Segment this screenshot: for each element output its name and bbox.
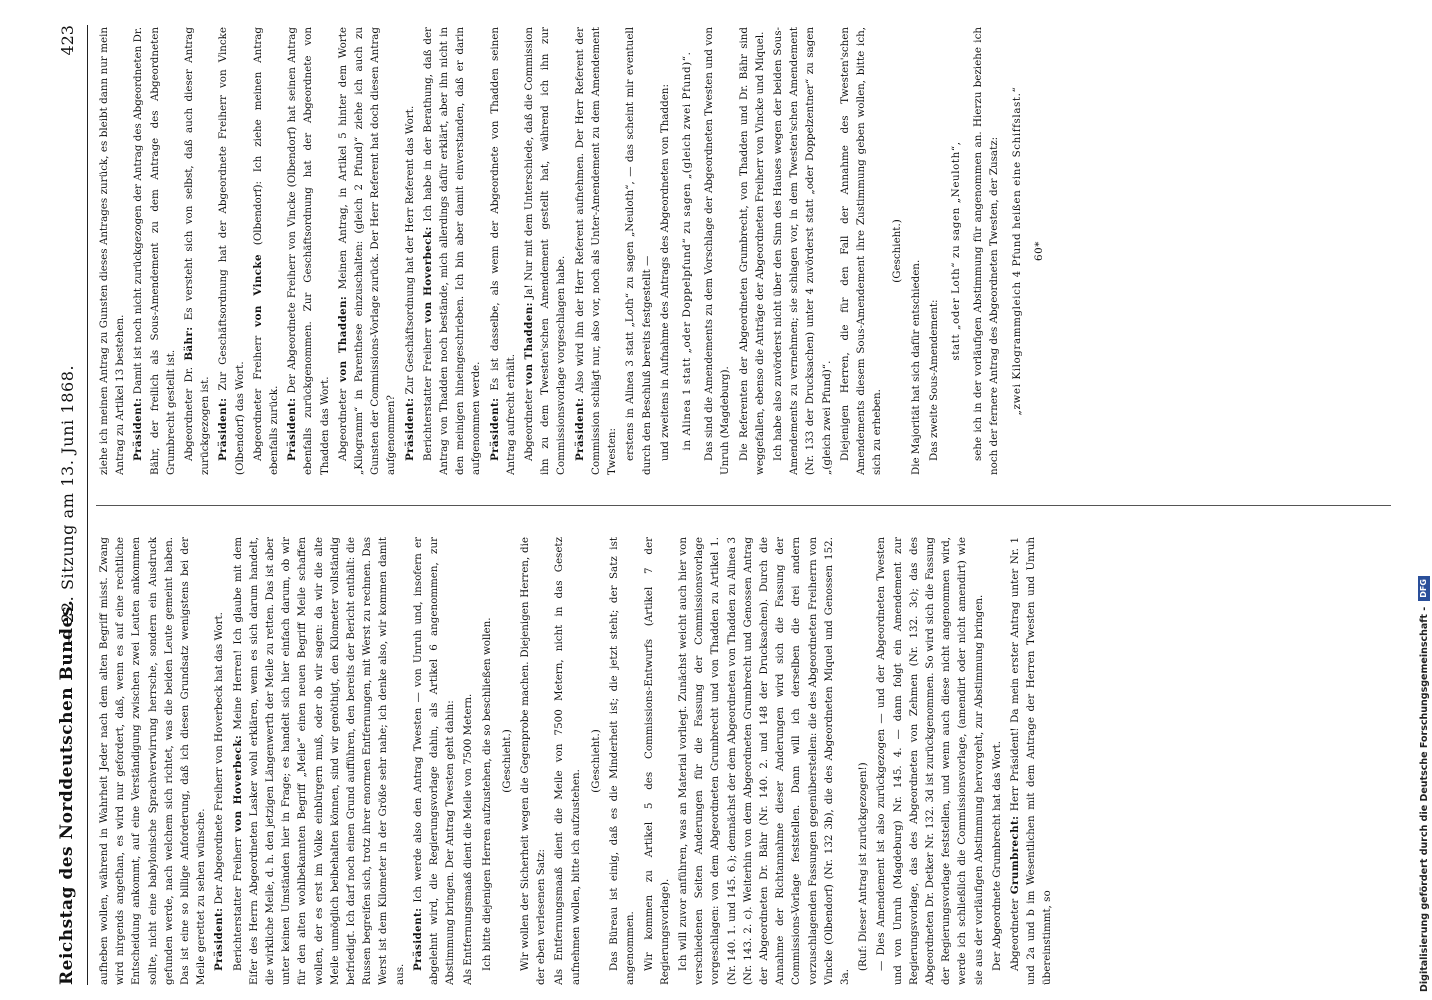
paragraph-text: Berichterstatter Freiherr — [421, 322, 434, 461]
paragraph — [521, 27, 570, 475]
speaker-name: von Vincke — [251, 254, 264, 327]
paragraph-text: erstens in Alinea 3 statt „Loth“ zu sagen „Neuloth“, — das scheint mir eventuell durch den Beschluß bereits festgestellt — — [624, 27, 653, 475]
paragraph-text: Ich bitte diejenigen Herren aufzustehen, die so beschließen wollen. — [480, 617, 493, 971]
paragraph-text: Ich will zuvor anführen, was an Material vorliegt. Zunächst weicht auch hier von verschiedenen Seiten Anderungen für die Fassung der Commissionsvorlage vorgeschlagen: von dem Abgeordneten Grumbrecht und von Thadden zu Artikel 1. (Nr. 140. 1. und 145. 6.); demnächst der dem Abgeordneten von Thadden zu Alinea 3 (Nr. 143. 2. c). Weiterhin von dem Abgeordneten Grumbrecht und Genossen Antrag der Abgeordneten Dr. Bähr (Nr. 140. 2. und 148 der Drucksachen). Durch die Annahme der Richtannahme dieser Anderungen wird sich die Fassung der Commissions-Vorlage feststellen. Dann will ich derselben die drei andern vorzuschlagenden Fassungen gegenüberstellen: die des Abgeordneten Freiherrn von Vincke (Olbendorf) (Nr. 132 3b), die des Abgeordneten Miquel und Genossen 152. 3a. — [676, 537, 851, 985]
paragraph-text: Ich werde also den Antrag Twesten — von Unruh und, insofern er abgelehnt wird, die Regierungsvorlage dahin, als Artikel 6 angenommen, zur Abstimmung bringen. Der Antrag Twesten geht dahin: — [411, 537, 457, 985]
paragraph — [420, 27, 485, 475]
dfg-logo: DFG — [1418, 576, 1430, 601]
digitization-credit — [1417, 12, 1431, 992]
paragraph — [873, 537, 986, 985]
column-divider — [96, 505, 1391, 506]
paragraph — [250, 27, 282, 475]
paragraph-text: (Ruf: Dieser Antrag ist zurückgezogen!) — [857, 762, 870, 971]
paragraph — [641, 537, 673, 985]
paragraph — [130, 27, 179, 475]
paragraph-text: statt „oder Loth“ zu sagen „Neuloth“, — [949, 141, 962, 361]
speaker-name: Präsident: — [411, 907, 424, 971]
paragraph-text: Damit ist noch nicht zurückgezogen der Antrag des Abgeordneten Dr. Bähr, der freilich als Sous-Amendement zu dem Antrage des Abgeordneten Grumbrecht gestellt ist. — [132, 27, 177, 475]
paragraph — [926, 27, 942, 475]
speaker-name: Grumbrecht: — [1008, 815, 1021, 895]
stage-direction: (Geschieht.) — [589, 729, 602, 793]
paragraph-text: Ich habe also zuvörderst nicht über den Sinn des Hauses wegen der beiden Sous-Amendements zu vernehmen; sie schlagen vor, in dem Twesten'schen Amendement (Nr. 133 der Drucksachen) unter 4 zuvörderst statt „oder Doppelzentner“ zu sagen „(gleich zwei Pfund)“. — [771, 27, 833, 475]
paragraph — [701, 27, 733, 475]
paragraph — [335, 27, 400, 475]
paragraph-text: Ja! Nur mit dem Unterschiede, daß die Commission ihn zu dem Twesten'schen Amendement gestellt hat, während ich ihn zur Commissionsvorlage vorgeschlagen habe. — [523, 27, 568, 475]
paragraph-text: Als Entfernungsmaaß dient die Meile von 7500 Metern, nicht in das Gesetz aufnehmen wollen, bitte ich aufzustehen. — [553, 537, 582, 985]
header-publication: Reichstag des Norddeutschen Bundes. — [57, 599, 77, 985]
paragraph — [181, 27, 213, 475]
paragraph-text: Wir kommen zu Artikel 5 des Commissions-Entwurfs (Artikel 7 der Regierungsvorlage). — [642, 537, 671, 985]
paragraph-text: Wir wollen der Sicherheit wegen die Gegenprobe machen. Diejenigen Herren, die der eben verlesenen Satz: — [519, 537, 548, 985]
speaker-name: Präsident: — [488, 397, 501, 461]
paragraph — [970, 27, 1002, 475]
paragraph — [215, 27, 247, 475]
digitization-sidebar — [1414, 0, 1432, 1000]
speaker-name: Präsident: — [213, 907, 226, 971]
paragraph — [572, 27, 621, 475]
paragraph-text: Das sind die Amendements zu dem Vorschlage der Abgeordneten Twesten und von Unruh (Magdeburg). — [703, 27, 732, 475]
paragraph — [551, 537, 583, 985]
paragraph-text: Die Referenten der Abgeordneten Grumbrecht, von Thadden und Dr. Bähr sind weggefallen, ebenso die Anträge der Abgeordneten Freiherr von Vincke und Miquel. — [737, 27, 766, 475]
right-column — [96, 27, 1391, 475]
paragraph-text: Also wird ihn der Herr Referent aufnehmen. Der Herr Referent der Commission schlägt nur, also vor, noch als Unter-Amendement zu dem Amendement Twesten: — [573, 27, 619, 475]
paragraph — [1009, 27, 1025, 475]
paragraph-text: und zweitens in Aufnahme des Antrags des Abgeordneten von Thadden: — [658, 84, 671, 461]
paragraph-text: Zur Geschäftsordnung hat der Herr Referent das Wort. — [403, 105, 416, 398]
paragraph — [736, 27, 768, 475]
paragraph-text: Es ist dasselbe, als wenn der Abgeordnete von Thadden seinen Antrag aufrecht erhält. — [488, 27, 517, 475]
paragraph-text: Abgeordneter — [336, 382, 349, 461]
paragraph — [1031, 27, 1047, 475]
paragraph-text: Abgeordneter — [523, 385, 536, 461]
rotated-page-content — [50, 25, 1395, 985]
digitization-credit-text: Digitalisierung gefördert durch die Deutsche Forschungsgemeinschaft - — [1418, 606, 1430, 992]
paragraph-text: Diejenigen Herren, die für den Fall der Annahme des Twesten'schen Amendements diesem Sous-Amendement ihre Zustimmung geben wollen, bitte ich, sich zu erheben. — [838, 27, 884, 475]
paragraph — [410, 537, 459, 985]
header-rule — [87, 25, 88, 985]
paragraph-text: ziehe ich meinen Antrag zu Gunsten dieses Antrages zurück, es bleibt dann nur mein Antrag zu Artikel 13 bestehen. — [98, 27, 127, 475]
speaker-name: von Thadden: — [523, 302, 536, 386]
speaker-name: Präsident: — [403, 397, 416, 461]
paragraph — [606, 537, 638, 985]
speaker-name: Präsident: — [573, 397, 586, 461]
paragraph — [837, 27, 886, 475]
paragraph-text: Abgeordneter Freiherr — [251, 326, 264, 461]
paragraph — [517, 537, 549, 985]
paragraph-text: Der Abgeordnete Freiherr von Vincke (Olbendorf) hat seinen Antrag ebenfalls zurückgenommen. Zur Geschäftsordnung hat der Abgeordnete von Thadden das Wort. — [286, 27, 331, 475]
speaker-name: Präsident: — [217, 397, 230, 461]
paragraph-text: (Olbendorf): Ich ziehe meinen Antrag ebenfalls zurück. — [251, 27, 281, 475]
paragraph — [96, 27, 128, 475]
paragraph — [230, 537, 408, 985]
speaker-name: Bähr: — [183, 326, 196, 361]
paragraph — [770, 27, 835, 475]
speaker-name: von Hoverbeck: — [231, 734, 244, 833]
paragraph — [989, 537, 1005, 985]
paragraph-text: — Dies Amendement ist also zurückgezogen — und der Abgeordneten Twesten und von Unruh (Magdeburg) Nr. 145. 4. — dann folgt ein Amendement zur Regierungsvorlage, das des Abgeordneten von Zehmen (Nr. 132. 3c); das des Abgeordneten Dr. Detker Nr. 132. 3d ist zurückgenommen. So wird sich die Fassung der Regierungsvorlage feststellen, und wenn auch diese nicht angenommen wird, werde ich schließlich die Commissionsvorlage, (amendirt oder nicht amendirt) wie sie aus der vorläufigen Abstimmung hervorgeht, zur Abstimmung bringen. — [875, 537, 985, 985]
paragraph — [402, 27, 418, 475]
paragraph-text: Das Büreau ist einig, daß es die Minderheit ist; die jetzt steht; der Satz ist angenommen. — [608, 537, 637, 985]
paragraph-text: Abgeordneter Dr. — [183, 360, 196, 461]
paragraph — [855, 537, 871, 985]
paragraph — [460, 537, 476, 985]
paragraph-text: Herr Präsident! Da mein erster Antrag unter Nr. 1 und 2a und b im Wesentlichen mit dem Antrage der Herren Twesten und Unruh übereinstimmt, so — [1008, 537, 1054, 985]
paragraph — [284, 27, 333, 475]
paragraph-text: „zwei Kilogrammgleich 4 Pfund heißen eine Schiffslast.“ — [1010, 86, 1023, 416]
paragraph-text: Der Abgeordnete Freiherr von Hoverbeck hat das Wort. — [213, 612, 226, 908]
speaker-name: von Thadden: — [336, 295, 349, 383]
stage-direction: (Geschieht.) — [500, 729, 513, 793]
paragraph-text: Berichterstatter Freiherr — [231, 832, 244, 971]
speaker-name: von Hoverbeck: — [421, 226, 434, 323]
paragraph-text: Meinen Antrag, in Artikel 5 hinter dem Worte „Kilogramm“ in Parenthese einzuschalten: (gleich 2 Pfund)“ ziehe ich auch zu Gunsten der Commissions-Vorlage zurück. Der Herr Referent hat doch diesen Antrag aufgenommen? — [336, 27, 398, 475]
header-session: — 22. Sitzung am 13. Juni 1868. — [57, 364, 77, 646]
paragraph — [908, 27, 924, 475]
paragraph — [657, 27, 673, 475]
paragraph-text: Meine Herren! Ich glaube mit dem Eifer des Herrn Abgeordneten Lasker wohl erklären, wenn es sich darum handelt, die wirkliche Meile, d. h. den jetzigen Längenwerth der Meile zu retten. Das ist aber unter keinen Umständen hier in Frage; es handelt sich hier einfach darum, ob wir für den alten wohlbekannten Begriff „Meile“ einen neuen Begriff Meile schaffen wollen, der es erst im Volke einbürgern muß, oder ob wir sagen: da wir die alte Meile unmöglich beibehalten können, sind wir genöthigt, den Kilometer vollständig befriedigt. Ich darf noch einen Grund aufführen, den bereits der Bericht enthält: die Russen begreifen sich, trotz ihrer enormen Entfernungen, mit Werst zu rechnen. Das Werst ist dem Kilometer in der Größe sehr nahe; ich denke also, wir kommen damit aus. — [231, 537, 406, 985]
paragraph-text: Als Entfernungsmaaß dient die Meile von 7500 Metern. — [462, 693, 475, 985]
paragraph-text: Es versteht sich von selbst, daß auch dieser Antrag zurückgezogen ist. — [183, 27, 212, 475]
paragraph — [1007, 537, 1056, 985]
text-columns — [96, 25, 1391, 985]
paragraph — [622, 27, 654, 475]
left-column — [96, 537, 1391, 985]
paragraph-text: Die Majorität hat sich dafür entschieden. — [909, 259, 922, 475]
paragraph-text: 60* — [1032, 240, 1045, 262]
paragraph-text: sehe ich in der vorläufigen Abstimmung für angenommen an. Hierzu beziehe ich noch der fernere Antrag des Abgeordneten Twesten, der Zusatz: — [972, 27, 1001, 475]
paragraph — [96, 537, 209, 985]
paragraph-text: Ich habe in der Berathung, daß der Antrag von Thadden noch bestände, mich allerdings dafür erklärt, aber ihn nicht in den meinigen hineingeschrieben. Ich bin aber damit einverstanden, daß er darin aufgenommen werde. — [421, 27, 483, 475]
speaker-name: Präsident: — [132, 397, 145, 461]
paragraph — [948, 27, 964, 475]
stage-direction: (Geschieht.) — [891, 219, 904, 283]
speaker-name: Präsident: — [286, 397, 299, 461]
paragraph — [211, 537, 227, 985]
paragraph-text: Abgeordneter — [1008, 894, 1021, 971]
page-number: 423 — [57, 25, 77, 56]
paragraph-text: Der Abgeordnete Grumbrecht hat das Wort. — [990, 740, 1003, 971]
running-header — [50, 25, 84, 985]
paragraph — [487, 27, 519, 475]
paragraph — [679, 27, 695, 475]
paragraph-text: in Alinea 1 statt „oder Doppelpfund“ zu sagen „(gleich zwei Pfund)“. — [680, 51, 693, 451]
paragraph-text: aufheben wollen, während in Wahrheit Jeder nach dem alten Begriff misst. Zwang wird nirgends angethan, es wird nur gefordert, daß, wenn es auf eine rechtliche Entscheidung ankommt, auf eine Verständigung zwischen zwei Leuten ankommen sollte, nicht eine babylonische Sprachverwirrung herrsche, sondern ein Ausdruck gefunden werde, nach welchem sich richtet, was die beiden Leute gemeint haben. Das ist eine so billige Anforderung, daß ich diesen Grundsatz wenigstens bei der Meile gerettet zu sehen wünsche. — [98, 537, 208, 985]
paragraph-text: Das zweite Sous-Amendement: — [927, 299, 940, 461]
paragraph-text: Zur Geschäftsordnung hat der Abgeordnete Freiherr von Vincke (Olbendorf) das Wort. — [217, 27, 246, 475]
paragraph — [675, 537, 853, 985]
paragraph — [479, 537, 495, 985]
